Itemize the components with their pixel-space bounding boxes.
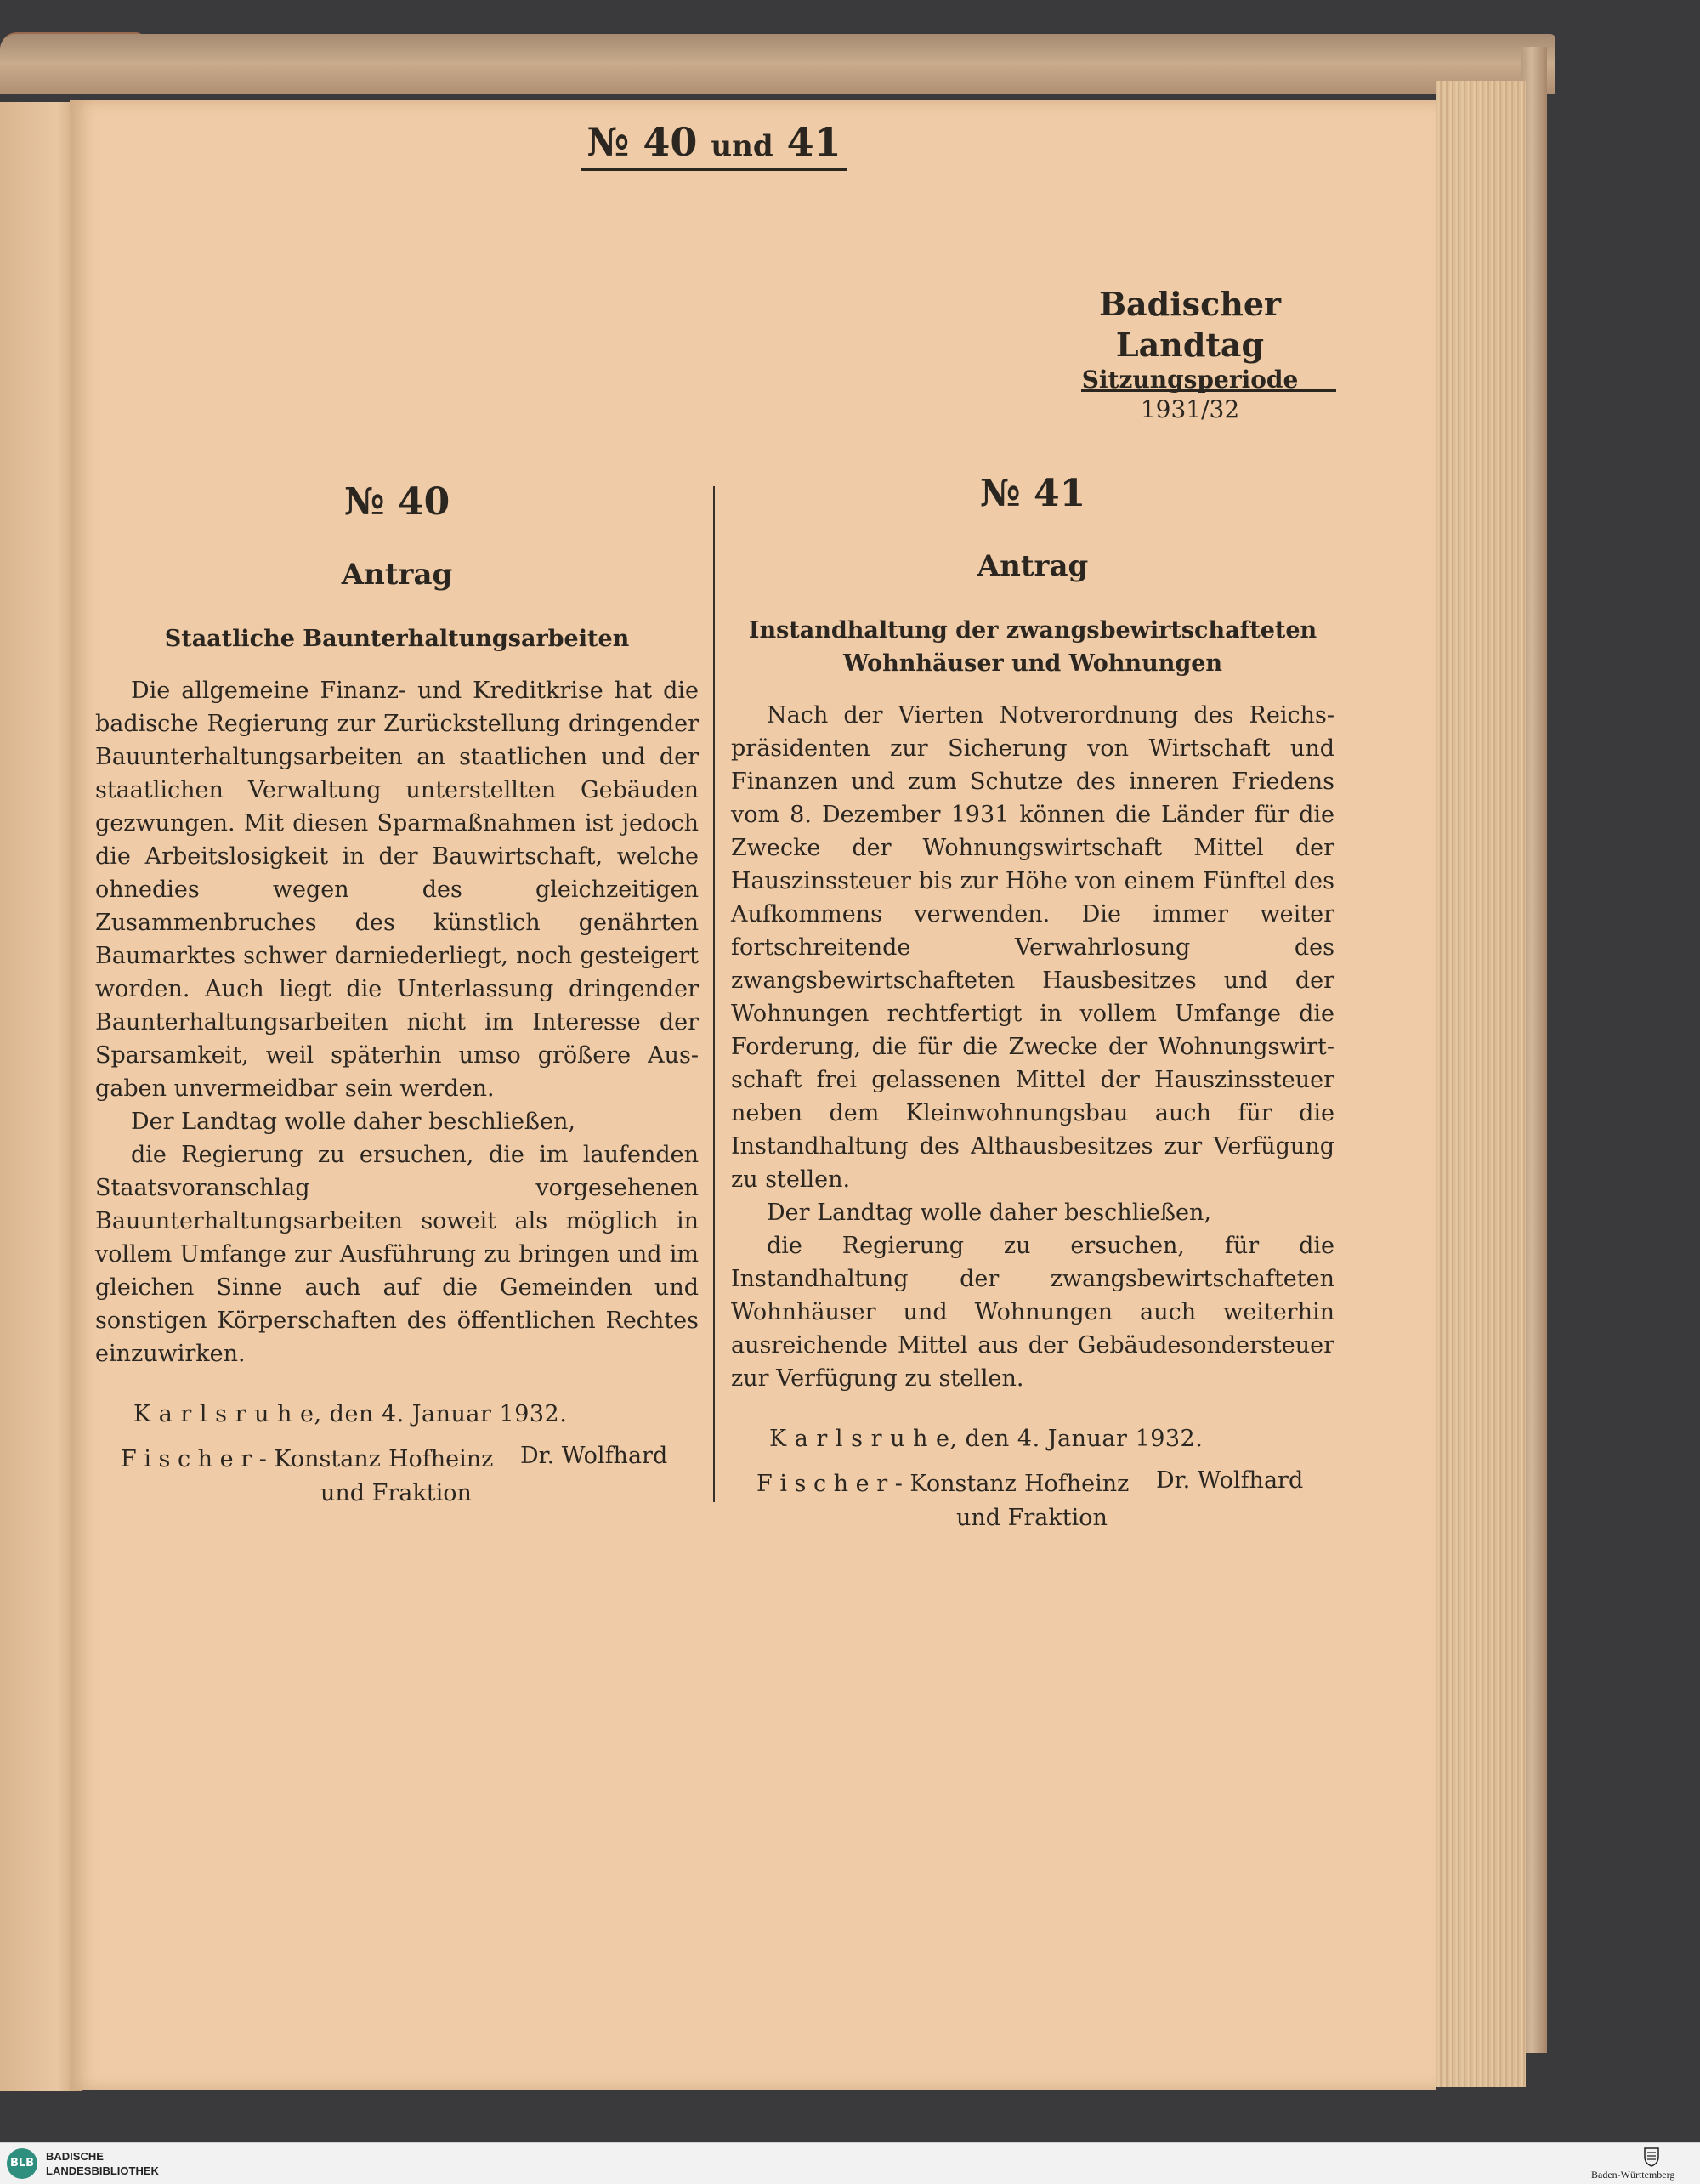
document-number-heading <box>0 119 1428 171</box>
footer-bar <box>0 2142 1700 2184</box>
landtag-block <box>1020 284 1360 424</box>
number-und: und <box>711 129 774 163</box>
motion-40-subject: Staatliche Baunterhaltungsarbeiten <box>164 626 630 652</box>
landtag-session-label: Sitzungsperiode <box>1081 366 1299 394</box>
motion-40-paragraph: die Regierung zu ersuchen, die im laufenden Staatsvoranschlag vorgesehenen Bauunterhaltungsarbeiten soweit als möglich in vollem Umfange zur Ausführung zu bringen und im gleichen Sinne auch auf die Gemeinden und sonstigen Körperschaften des öffentlichen Rechtes einzuwirken. <box>95 1142 699 1368</box>
motion-41-subject: Instandhaltung der zwangsbewirtschafteten Wohnhäuser und Wohnungen <box>748 617 1318 678</box>
motion-40-number: № 40 <box>343 480 450 524</box>
number-a: № 40 <box>586 119 698 165</box>
motion-40-signatures <box>95 1443 699 1514</box>
signatory-fraktion: und Fraktion <box>320 1480 472 1507</box>
column-divider <box>713 486 715 1502</box>
landtag-title: Badischer Landtag <box>1098 285 1282 364</box>
motion-40-date: K a r l s r u h e, den 4. Januar 1932. <box>133 1401 568 1428</box>
motion-41-column <box>731 472 1334 1539</box>
motion-41-date: K a r l s r u h e, den 4. Januar 1932. <box>769 1426 1204 1453</box>
motion-41-antrag: Antrag <box>977 549 1089 583</box>
page-edges <box>1436 81 1526 2087</box>
baden-wuerttemberg-crest-icon <box>1642 2147 1661 2167</box>
motion-40-body <box>95 674 699 1370</box>
book-cover-top <box>0 34 1556 94</box>
state-name: Baden-Württemberg <box>1591 2169 1675 2181</box>
motion-40-column <box>95 480 699 1514</box>
number-b: 41 <box>786 119 842 165</box>
motion-41-signatures <box>731 1467 1334 1539</box>
motion-41-body <box>731 699 1334 1395</box>
motion-41-paragraph: Der Landtag wolle daher beschließen, <box>767 1200 1211 1227</box>
signatory-hofheinz: Hofheinz <box>388 1446 494 1473</box>
motion-41-number: № 41 <box>979 472 1086 515</box>
signatory-fraktion: und Fraktion <box>956 1505 1108 1532</box>
motion-41-paragraph: Nach der Vierten Notverordnung des Reichspräsidenten zur Sicherung von Wirtschaft und Finanzen und zum Schutze des inneren Friedens vom 8. Dezember 1931 können die Länder für die Zwecke der Wohnungswirtschaft Mittel der Hauszinssteuer bis zur Höhe von einem Fünftel des Aufkommens verwenden. Die immer weiter fortschreitende Verwahrlosung des zwangsbewirtschafteten Hausbesitzes und der Wohnungen rechtfertigt in vollem Umfange die Forderung, die für die Zwecke der Wohnungswirtschaft frei gelassenen Mittel der Hauszinssteuer neben dem Kleinwohnungsbau auch für die Instandhaltung des Althausbesitzes zur Verfügung zu stellen. <box>731 702 1334 1194</box>
signatory-wolfhard: Dr. Wolfhard <box>1156 1467 1304 1495</box>
signatory-fischer: F i s c h e r - Konstanz <box>756 1471 1017 1498</box>
motion-41-paragraph: die Regierung zu ersuchen, für die Instandhaltung der zwangsbewirtschafteten Wohnhäuser und Wohnungen auch weiterhin ausreichende Mittel aus der Gebäudesondersteuer zur Verfügung zu stellen. <box>731 1233 1334 1393</box>
motion-40-antrag: Antrag <box>341 558 453 592</box>
motion-40-paragraph: Die allgemeine Finanz- und Kreditkrise hat die badische Regierung zur Zurückstellung dringender Bauunterhaltungsarbeiten an staatlichen und der staatlichen Verwaltung unterstellten Gebäuden gezwungen. Mit diesen Sparmaßnahmen ist jedoch die Arbeitslosigkeit in der Bauwirtschaft, welche ohnedies wegen des gleichzeitigen Zusammenbruches des künstlich genährten Baumarktes schwer darniederliegt, noch gesteigert worden. Auch liegt die Unterlassung dringender Baunterhaltungsarbeiten nicht im Interesse der Sparsamkeit, weil späterhin umso größere Ausgaben unvermeidbar sein werden. <box>95 678 699 1103</box>
library-name-line1: BADISCHE <box>46 2150 104 2163</box>
signatory-fischer: F i s c h e r - Konstanz <box>121 1446 381 1473</box>
signatory-wolfhard: Dr. Wolfhard <box>520 1443 668 1470</box>
library-name-line2: LANDESBIBLIOTHEK <box>46 2164 159 2177</box>
blb-logo-icon[interactable]: BLB <box>7 2148 37 2179</box>
motion-40-paragraph: Der Landtag wolle daher beschließen, <box>131 1109 575 1136</box>
library-name[interactable] <box>46 2149 159 2178</box>
landtag-session-years: 1931/32 <box>1140 395 1240 423</box>
signatory-hofheinz: Hofheinz <box>1024 1471 1130 1498</box>
landtag-rule <box>1081 389 1336 392</box>
